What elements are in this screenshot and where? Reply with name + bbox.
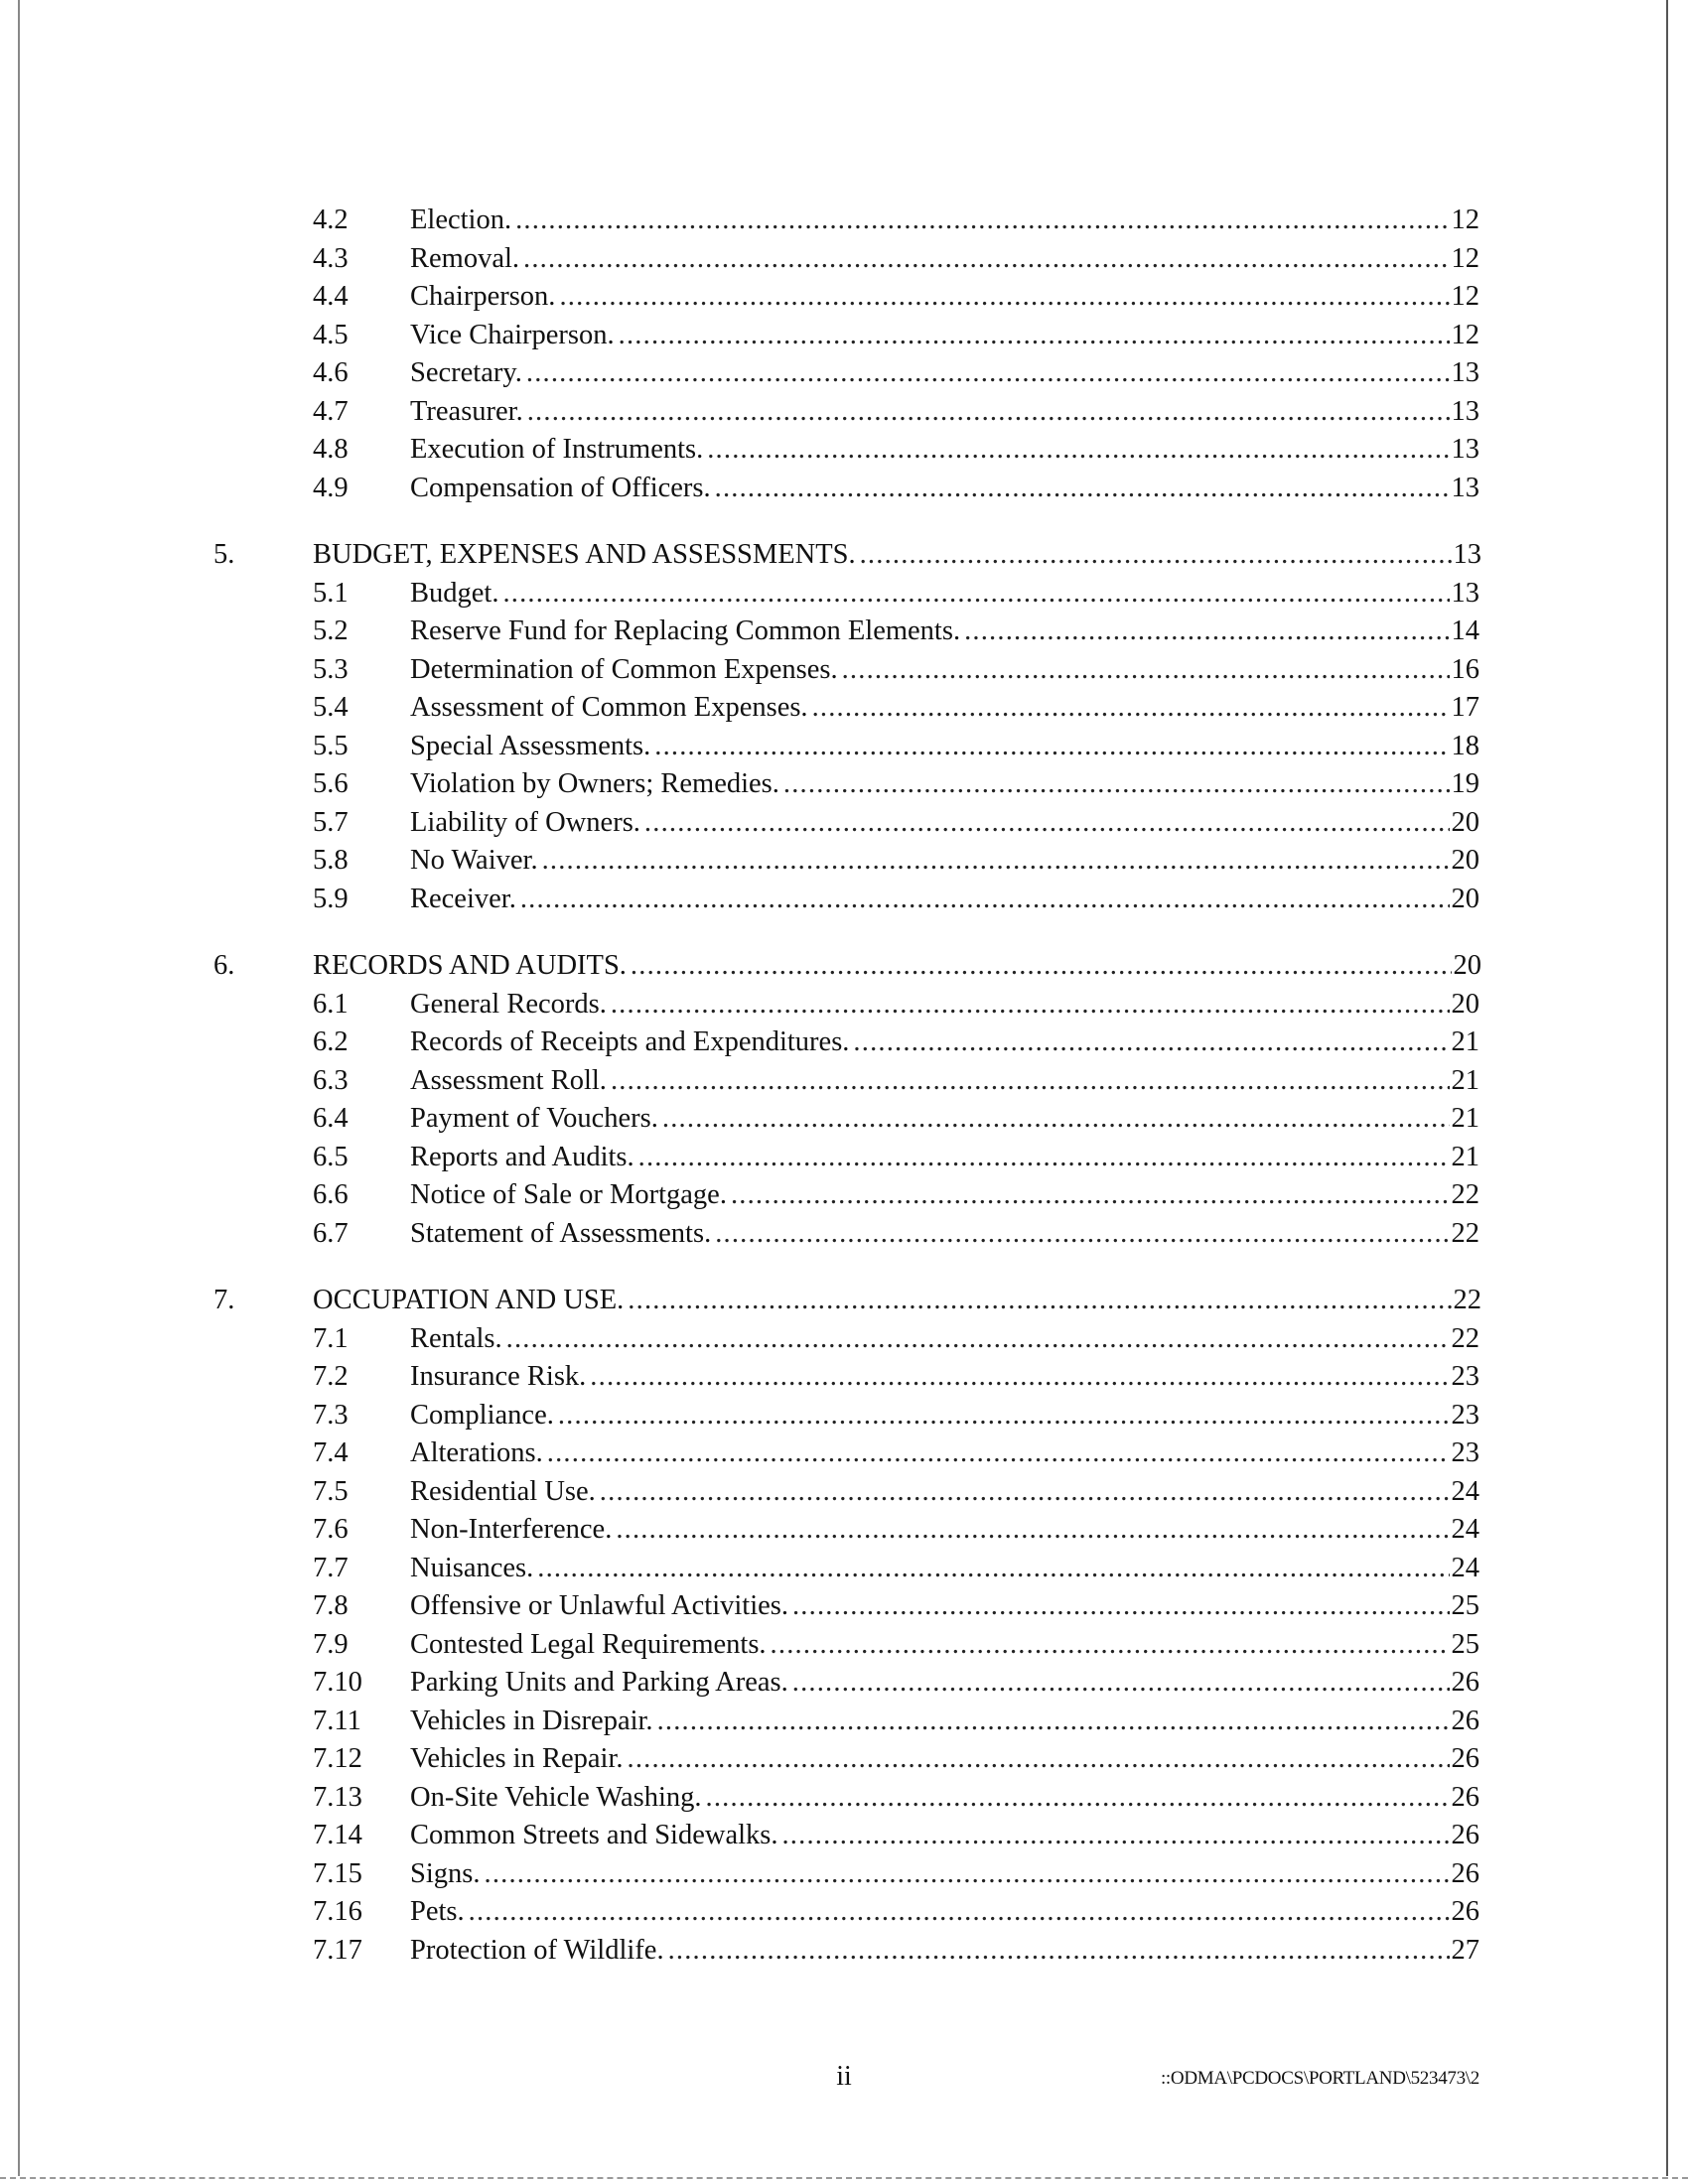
toc-entry-line [410,470,1479,508]
dot-leader [644,804,1450,843]
toc-entry-line [410,1320,1479,1359]
dot-leader [715,1215,1449,1254]
toc-entry-line [410,1779,1479,1818]
toc-entry-number: 4.9 [313,472,349,503]
toc-entry-number: 4.8 [313,434,349,465]
toc-entry-title: Statement of Assessments. [410,1217,712,1249]
toc-entry [0,1740,1688,1779]
toc-entry-title: Compensation of Officers. [410,472,711,503]
dot-leader [542,842,1450,881]
toc-entry [0,393,1688,432]
toc-entry-title: On-Site Vehicle Washing. [410,1781,702,1813]
toc-entry-page: 13 [1451,395,1479,427]
toc-entry-number: 6.5 [313,1141,349,1172]
dot-leader [559,278,1449,317]
toc-entry-number: 4.3 [313,242,349,274]
toc-entry [0,1587,1688,1626]
toc-entry-line [410,1215,1479,1254]
toc-entry-title: Records of Receipts and Expenditures. [410,1026,850,1057]
toc-entry-number: 4.5 [313,319,349,350]
toc-entry-page: 24 [1451,1514,1479,1545]
toc-entry-line [410,651,1479,690]
toc-entry-title: Assessment of Common Expenses. [410,692,808,723]
dot-leader [611,986,1450,1024]
toc-entry-line [410,1062,1479,1101]
toc-entry-page: 13 [1451,357,1479,388]
toc-entry-page: 23 [1451,1361,1479,1392]
toc-entry-number: 7.3 [313,1399,349,1431]
toc-entry-page: 26 [1451,1857,1479,1889]
toc-entry [0,651,1688,690]
toc-entry-line [410,1855,1479,1894]
toc-entry-page: 26 [1451,1743,1479,1774]
dot-leader [731,1176,1450,1215]
toc-entry-page: 24 [1451,1552,1479,1583]
toc-entry-page: 12 [1451,281,1479,312]
toc-entry-number: 5.5 [313,730,349,761]
toc-entry-page: 26 [1451,1820,1479,1850]
toc-entry-title: Assessment Roll. [410,1064,607,1096]
toc-entry-line [313,1282,1481,1320]
toc-entry-title: Offensive or Unlawful Activities. [410,1590,788,1621]
toc-entry-number: 7.13 [313,1781,362,1813]
toc-entry-line [410,728,1479,766]
dot-leader [792,1664,1450,1703]
toc-entry [0,1855,1688,1894]
toc-entry-title: Election. [410,205,512,235]
toc-entry-number: 5.6 [313,768,349,799]
toc-entry-page: 22 [1451,1179,1479,1210]
dot-leader [657,1703,1450,1741]
toc-entry-line [410,613,1479,651]
toc-entry-number: 7.6 [313,1514,349,1545]
toc-entry-line [410,240,1479,279]
toc-entry-number: 7.15 [313,1857,362,1889]
toc-section [0,536,1688,918]
toc-entry-page: 26 [1451,1705,1479,1736]
toc-entry-title: Treasurer. [410,395,523,427]
toc-entry-line [410,1664,1479,1703]
toc-entry-page: 23 [1451,1399,1479,1431]
toc-entry-page: 13 [1451,434,1479,465]
toc-section [0,947,1688,1253]
toc-entry [0,1434,1688,1473]
toc-entry-page: 22 [1451,1322,1479,1354]
toc-entry-title: Violation by Owners; Remedies. [410,768,779,799]
dot-leader [520,881,1450,919]
toc-entry [0,317,1688,355]
toc-entry [0,842,1688,881]
toc-entry-number: 7.2 [313,1361,349,1392]
toc-entry-line [410,1024,1479,1062]
toc-entry-number: 7.9 [313,1628,349,1660]
toc-entry-title: Insurance Risk. [410,1361,587,1392]
toc-entry-page: 12 [1451,242,1479,274]
dot-leader [619,317,1450,355]
toc-entry-title: Chairperson. [410,281,556,312]
toc-entry-number: 7.4 [313,1437,349,1468]
toc-entry [0,431,1688,470]
toc-entry [0,1358,1688,1397]
dot-leader [547,1434,1450,1473]
toc-entry-line [410,1176,1479,1215]
toc-entry-number: 7. [213,1285,235,1315]
toc-entry-page: 21 [1451,1103,1479,1134]
toc-entry-title: Special Assessments. [410,730,651,761]
dot-leader [590,1358,1449,1397]
toc-entry-line [410,278,1479,317]
dot-leader [523,240,1449,279]
toc-entry-title: Non-Interference. [410,1514,613,1545]
toc-section-heading [0,947,1688,986]
toc-entry-number: 4.7 [313,395,349,427]
toc-entry [0,1320,1688,1359]
toc-entry-number: 5.4 [313,692,349,723]
toc-entry-number: 7.12 [313,1743,362,1774]
toc-entry-number: 6.6 [313,1179,349,1210]
toc-entry-number: 6. [213,950,235,981]
toc-entry-title: OCCUPATION AND USE. [313,1285,625,1315]
toc-entry [0,765,1688,804]
toc-entry [0,1100,1688,1139]
toc-entry [0,575,1688,614]
toc-entry-line [410,1817,1479,1855]
toc-entry-line [313,536,1481,575]
footer-page-number: ii [836,2061,852,2092]
dot-leader [964,613,1449,651]
toc-entry [0,689,1688,728]
toc-entry-page: 25 [1451,1590,1479,1621]
toc-entry-number: 4.4 [313,281,349,312]
toc-entry-number: 5.2 [313,615,349,646]
toc-entry [0,1511,1688,1550]
toc-entry-page: 21 [1451,1064,1479,1096]
toc-entry-title: Removal. [410,242,520,274]
toc-entry-title: Reports and Audits. [410,1141,634,1172]
toc-entry-page: 12 [1451,319,1479,350]
toc-entry [0,202,1688,240]
toc-entry-title: Pets. [410,1896,465,1927]
toc-entry-line [410,1100,1479,1139]
toc-entry [0,1397,1688,1435]
toc-entry-title: BUDGET, EXPENSES AND ASSESSMENTS. [313,539,856,570]
dot-leader [853,1024,1449,1062]
dot-leader [707,431,1449,470]
dot-leader [611,1062,1450,1101]
toc-entry [0,470,1688,508]
dot-leader [628,1740,1450,1779]
toc-entry-page: 17 [1451,692,1479,723]
toc-entry [0,881,1688,919]
toc-entry [0,1779,1688,1818]
toc-entry-line [410,1139,1479,1177]
toc-entry-number: 5.3 [313,653,349,685]
toc-entry-page: 26 [1451,1667,1479,1698]
toc-entry [0,1932,1688,1971]
toc-entry-title: Vehicles in Disrepair. [410,1705,653,1736]
toc-entry-line [410,1587,1479,1626]
toc-entry-number: 6.7 [313,1217,349,1249]
toc-entry-title: Secretary. [410,357,522,388]
page-bottom-edge [0,2177,1688,2179]
toc-section-heading [0,536,1688,575]
toc-entry [0,1062,1688,1101]
toc-entry-number: 7.5 [313,1475,349,1507]
dot-leader [812,689,1450,728]
toc-entry [0,804,1688,843]
dot-leader [654,728,1449,766]
toc-entry-page: 18 [1451,730,1479,761]
dot-leader [527,393,1450,432]
toc-entry-page: 24 [1451,1475,1479,1507]
toc-entry-title: Determination of Common Expenses. [410,653,838,685]
toc-entry [0,1550,1688,1588]
toc-entry-title: General Records. [410,988,607,1020]
dot-leader [662,1100,1450,1139]
toc-entry-line [410,1932,1479,1971]
toc-entry-title: Contested Legal Requirements. [410,1628,767,1660]
toc-entry-line [410,1358,1479,1397]
toc-entry-title: Rentals. [410,1322,502,1354]
toc-entry-page: 20 [1453,950,1481,981]
toc-entry-page: 20 [1451,883,1479,914]
toc-entry-line [410,881,1479,919]
toc-entry-title: Reserve Fund for Replacing Common Elements. [410,615,961,646]
toc-entry-line [410,986,1479,1024]
toc-entry-page: 23 [1451,1437,1479,1468]
toc-entry-line [410,575,1479,614]
dot-leader [558,1397,1450,1435]
toc-entry [0,1024,1688,1062]
dot-leader [860,536,1452,575]
toc-entry [0,1176,1688,1215]
toc-entry [0,240,1688,279]
toc-entry-number: 7.8 [313,1590,349,1621]
toc-entry-page: 27 [1451,1934,1479,1966]
toc-entry-page: 22 [1453,1285,1481,1315]
toc-entry-page: 19 [1451,768,1479,799]
toc-entry-line [410,1893,1479,1932]
toc-entry-number: 4.6 [313,357,349,388]
table-of-contents [0,202,1688,1998]
toc-entry-number: 6.4 [313,1103,349,1134]
toc-entry-line [410,1626,1479,1665]
toc-entry-page: 21 [1451,1026,1479,1057]
dot-leader [628,1282,1451,1320]
toc-entry [0,1664,1688,1703]
toc-entry [0,1139,1688,1177]
toc-entry-line [410,689,1479,728]
toc-entry-title: RECORDS AND AUDITS. [313,950,627,981]
toc-entry-page: 22 [1451,1217,1479,1249]
toc-entry-line [410,202,1479,240]
toc-entry-line [410,842,1479,881]
toc-entry-number: 6.2 [313,1026,349,1057]
toc-entry-number: 5.1 [313,577,349,609]
toc-entry-title: Alterations. [410,1437,543,1468]
dot-leader [537,1550,1449,1588]
dot-leader [506,1320,1450,1359]
toc-entry-title: Protection of Wildlife. [410,1934,664,1966]
toc-entry [0,1473,1688,1512]
toc-entry [0,728,1688,766]
toc-entry-line [410,431,1479,470]
dot-leader [668,1932,1450,1971]
toc-entry [0,1893,1688,1932]
toc-entry-page: 20 [1451,845,1479,876]
toc-entry-number: 7.10 [313,1667,362,1698]
toc-entry [0,1626,1688,1665]
toc-entry-line [410,1434,1479,1473]
dot-leader [502,575,1449,614]
toc-entry-title: Receiver. [410,883,516,914]
toc-entry-number: 7.7 [313,1552,349,1583]
toc-entry-number: 5.8 [313,845,349,876]
dot-leader [771,1626,1450,1665]
toc-entry-number: 5.7 [313,806,349,838]
toc-entry-number: 5.9 [313,883,349,914]
dot-leader [515,202,1449,240]
toc-entry-title: Vehicles in Repair. [410,1743,624,1774]
toc-entry-page: 21 [1451,1141,1479,1172]
toc-entry-page: 25 [1451,1628,1479,1660]
toc-entry-page: 13 [1451,577,1479,609]
toc-section-heading [0,1282,1688,1320]
toc-entry [0,1817,1688,1855]
toc-entry-title: Notice of Sale or Mortgage. [410,1179,727,1210]
toc-entry-title: Liability of Owners. [410,806,640,838]
toc-entry-title: Compliance. [410,1399,554,1431]
dot-leader [706,1779,1450,1818]
toc-entry-title: Execution of Instruments. [410,434,704,465]
toc-entry-page: 13 [1451,472,1479,503]
toc-entry-title: Budget. [410,577,499,609]
toc-entry-title: Common Streets and Sidewalks. [410,1820,778,1850]
dot-leader [842,651,1450,690]
toc-entry-title: Payment of Vouchers. [410,1103,658,1134]
toc-entry-title: Vice Chairperson. [410,319,615,350]
toc-entry-line [410,765,1479,804]
toc-entry [0,354,1688,393]
toc-entry-page: 26 [1451,1896,1479,1927]
toc-entry-line [410,804,1479,843]
toc-section [0,1282,1688,1970]
dot-leader [792,1587,1450,1626]
toc-entry-line [410,317,1479,355]
toc-entry-number: 7.11 [313,1705,361,1736]
toc-entry-line [313,947,1481,986]
toc-entry-number: 7.16 [313,1896,362,1927]
toc-entry-page: 20 [1451,988,1479,1020]
toc-entry-line [410,1473,1479,1512]
dot-leader [783,765,1450,804]
toc-entry [0,613,1688,651]
toc-entry-line [410,393,1479,432]
dot-leader [469,1893,1450,1932]
toc-entry-number: 4.2 [313,205,349,235]
toc-entry-number: 7.1 [313,1322,349,1354]
toc-entry [0,986,1688,1024]
dot-leader [638,1139,1450,1177]
toc-entry-page: 12 [1451,205,1479,235]
dot-leader [631,947,1452,986]
toc-entry-line [410,1703,1479,1741]
toc-entry-page: 20 [1451,806,1479,838]
toc-entry-page: 16 [1451,653,1479,685]
toc-entry [0,278,1688,317]
toc-entry-number: 7.14 [313,1820,362,1850]
toc-entry-number: 5. [213,539,235,570]
toc-entry-title: Signs. [410,1857,481,1889]
toc-entry-number: 7.17 [313,1934,362,1966]
footer-document-id: ::ODMA\PCDOCS\PORTLAND\523473\2 [1160,2068,1479,2089]
toc-entry-page: 26 [1451,1781,1479,1813]
toc-entry [0,1703,1688,1741]
toc-entry-page: 14 [1451,615,1479,646]
toc-entry-line [410,1740,1479,1779]
dot-leader [526,354,1450,393]
toc-entry-title: Parking Units and Parking Areas. [410,1667,788,1698]
toc-entry-title: Residential Use. [410,1475,596,1507]
toc-entry-title: No Waiver. [410,845,538,876]
toc-entry [0,1215,1688,1254]
toc-entry-number: 6.1 [313,988,349,1020]
toc-entry-page: 13 [1453,539,1481,570]
toc-entry-title: Nuisances. [410,1552,534,1583]
dot-leader [715,470,1450,508]
toc-entry-line [410,354,1479,393]
dot-leader [485,1855,1450,1894]
toc-entry-number: 6.3 [313,1064,349,1096]
toc-section [0,202,1688,507]
dot-leader [781,1817,1449,1855]
toc-entry-line [410,1397,1479,1435]
toc-entry-line [410,1511,1479,1550]
toc-entry-line [410,1550,1479,1588]
dot-leader [616,1511,1449,1550]
dot-leader [600,1473,1450,1512]
